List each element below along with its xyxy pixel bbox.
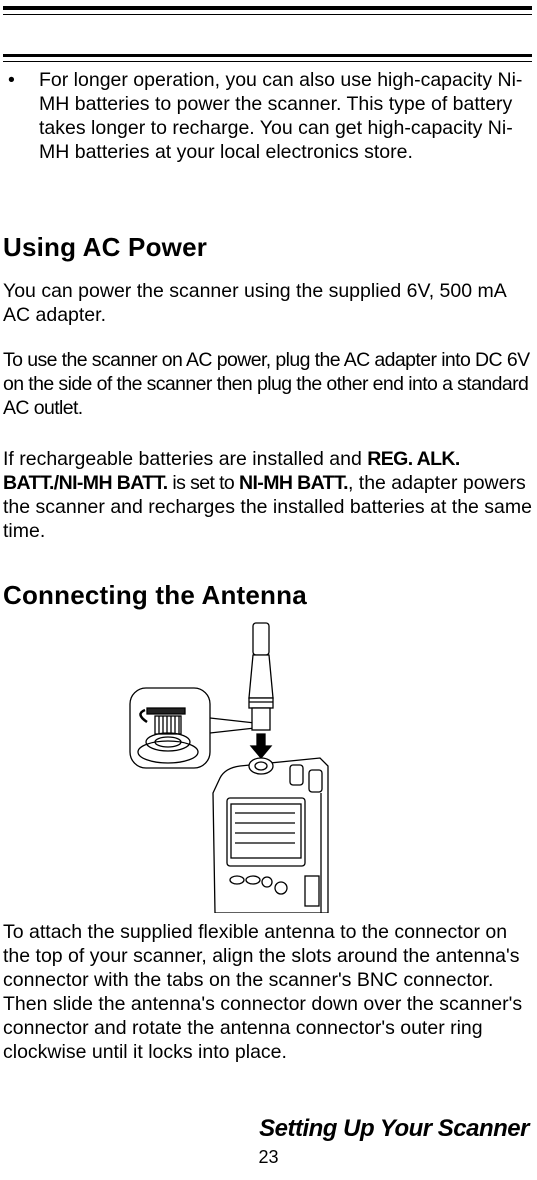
page-number: 23 xyxy=(258,1147,279,1167)
setting-name: REG. ALK. BATT./NI-MH BATT. xyxy=(3,448,460,494)
chapter-footer-title: Setting Up Your Scanner xyxy=(259,1115,529,1142)
text-span: is set to xyxy=(167,472,239,494)
heading-connecting-antenna: Connecting the Antenna xyxy=(3,580,307,610)
bullet-text: For longer operation, you can also use high-capacity Ni-MH batteries to power the scanner. This type of battery takes longer to recharge. You can get high-capacity Ni-MH batteries at your local electronics store. xyxy=(39,69,523,163)
header-rule-thin xyxy=(3,14,532,15)
bullet-symbol: • xyxy=(8,69,15,91)
antenna-illustration xyxy=(125,618,330,913)
paragraph-ac-adapter: You can power the scanner using the supplied 6V, 500 mA AC adapter. xyxy=(3,280,506,326)
antenna-icon xyxy=(249,623,273,730)
arrow-down-icon xyxy=(251,734,271,758)
text-span: If rechargeable batteries are installed and xyxy=(3,448,368,470)
section-rule-thin xyxy=(3,61,532,62)
header-rule-thick xyxy=(3,6,532,10)
text-span: , the adapter powers the scanner and recharges the installed batteries at the same time. xyxy=(3,472,532,542)
setting-value: NI-MH BATT. xyxy=(239,472,348,494)
zoom-inset-connector-icon xyxy=(130,688,255,768)
paragraph-rechargeable xyxy=(3,447,533,543)
bullet-item xyxy=(8,68,528,164)
paragraph-ac-plug: To use the scanner on AC power, plug the AC adapter into DC 6V on the side of the scanner then plug the other end into a standard AC outlet. xyxy=(3,349,530,419)
scanner-body-icon xyxy=(213,758,328,913)
paragraph-antenna-attach: To attach the supplied flexible antenna to the connector on the top of your scanner, align the slots around the antenna's connector with the tabs on the scanner's BNC connector. Then slide the antenna's connector down over the scanner's connector and rotate the antenna connector's outer ring clockwise until it locks into place. xyxy=(3,921,523,1063)
section-rule-thick xyxy=(3,54,532,57)
heading-ac-power: Using AC Power xyxy=(3,232,208,262)
